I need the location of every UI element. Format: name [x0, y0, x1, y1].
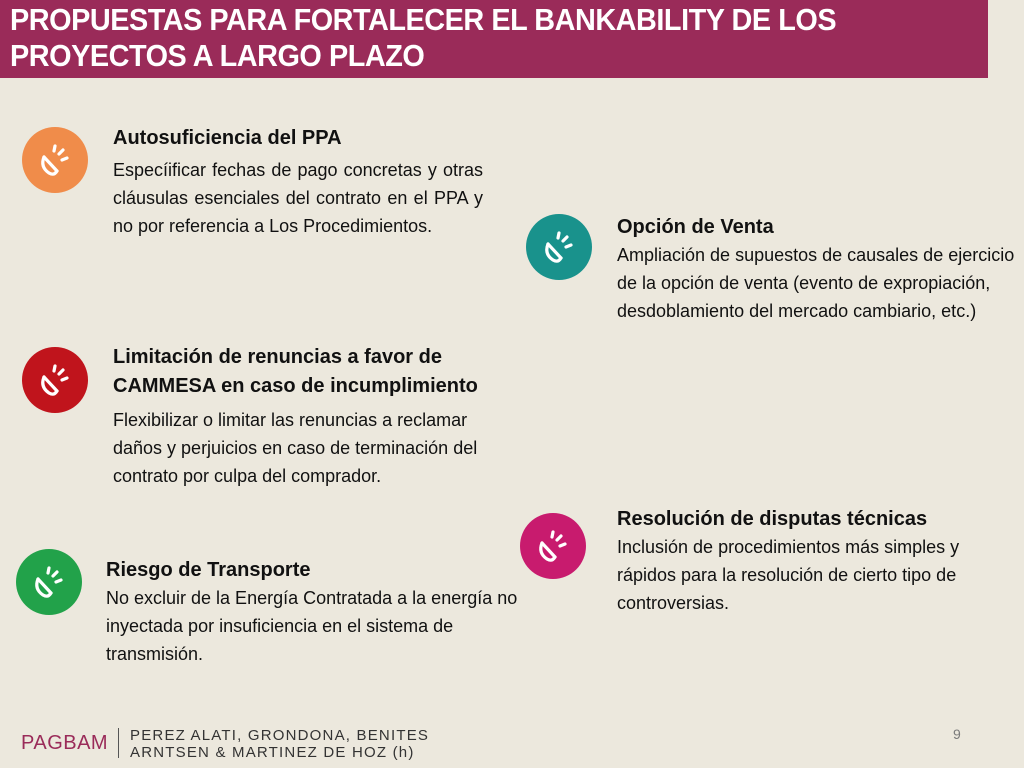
- item-heading: Autosuficiencia del PPA: [113, 127, 342, 149]
- item-riesgo-transporte: [106, 556, 536, 668]
- item-body: Inclusión de procedimientos más simples y rápidos para la resolución de cierto tipo de controversias.: [617, 537, 960, 613]
- megaphone-icon: [526, 214, 592, 280]
- item-heading: Limitación de renuncias a favor de CAMMESA en caso de incumplimiento: [113, 346, 478, 397]
- item-body: No excluir de la Energía Contratada a la energía no inyectada por insuficiencia en el sistema de transmisión.: [106, 588, 518, 664]
- item-heading: Riesgo de Transporte: [106, 559, 311, 581]
- megaphone-icon: [22, 127, 88, 193]
- item-resolucion-disputas: [617, 505, 1007, 617]
- item-body: Flexibilizar o limitar las renuncias a reclamar daños y perjuicios en caso de terminación del contrato por culpa del comprador.: [113, 410, 478, 486]
- title-bar: [0, 0, 988, 78]
- page-number: 9: [953, 726, 961, 742]
- item-limitacion: [113, 343, 513, 490]
- firm-line-2: ARNTSEN & MARTINEZ DE HOZ (h): [130, 744, 415, 761]
- megaphone-icon: [16, 549, 82, 615]
- footer-divider: [118, 728, 119, 758]
- megaphone-icon: [520, 513, 586, 579]
- item-body: Especíificar fechas de pago concretas y otras cláusulas esenciales del contrato en el PPA y no por referencia a Los Procedimientos.: [113, 160, 483, 236]
- firm-name: [130, 727, 429, 761]
- pagbam-logo: PAGBAM: [21, 732, 109, 754]
- megaphone-icon: [22, 347, 88, 413]
- slide-title: PROPUESTAS PARA FORTALECER EL BANKABILITY DE LOS PROYECTOS A LARGO PLAZO: [10, 2, 837, 73]
- item-opcion-venta: [617, 213, 1017, 325]
- item-body: Ampliación de supuestos de causales de ejercicio de la opción de venta (evento de expropiación, desdoblamiento del mercado cambiario, etc.): [617, 245, 1015, 321]
- item-heading: Opción de Venta: [617, 216, 774, 238]
- firm-line-1: PEREZ ALATI, GRONDONA, BENITES: [130, 727, 430, 744]
- item-autosuficiencia: [113, 124, 483, 240]
- item-heading: Resolución de disputas técnicas: [617, 508, 928, 530]
